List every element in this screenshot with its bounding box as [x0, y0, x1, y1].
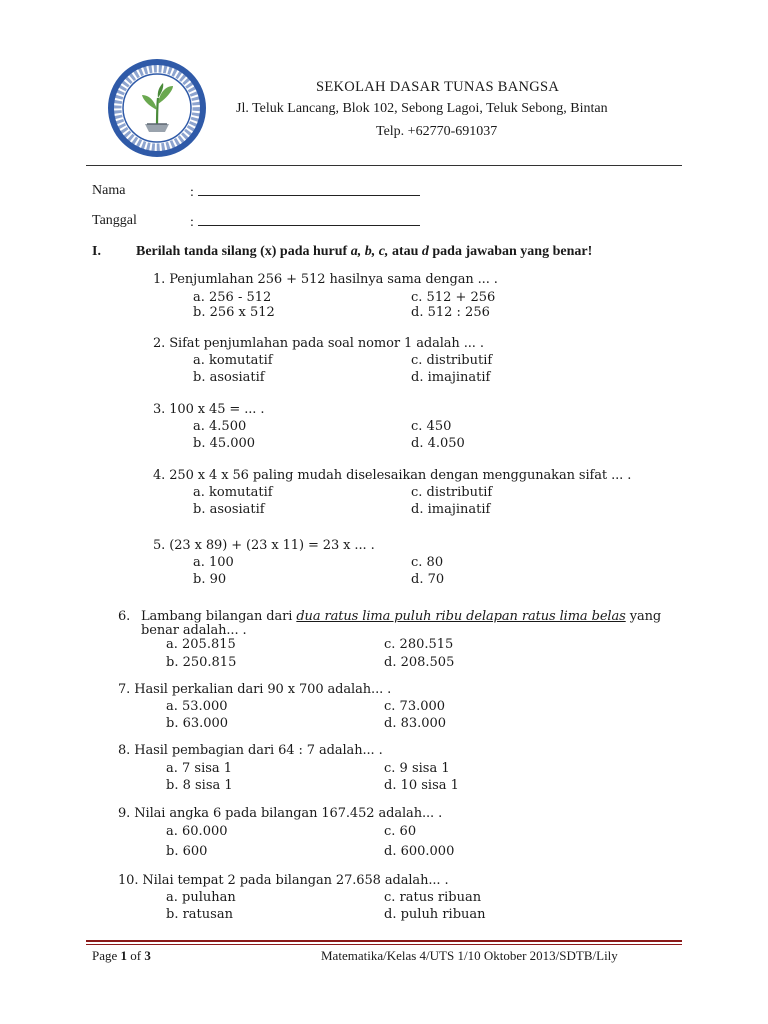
option-d[interactable]: d. puluh ribuan [384, 907, 486, 922]
option-d[interactable]: d. 512 : 256 [411, 305, 490, 320]
option-a[interactable]: a. 205.815 [166, 637, 236, 652]
option-a[interactable]: a. 7 sisa 1 [166, 761, 233, 776]
field-nama-input[interactable] [190, 183, 420, 201]
question-text [141, 609, 661, 624]
option-c[interactable]: c. 80 [411, 555, 444, 570]
school-logo [107, 58, 207, 158]
option-b[interactable]: b. 63.000 [166, 716, 229, 731]
q6-underlined: dua ratus lima puluh ribu delapan ratus lima belas [296, 609, 626, 624]
page-number: 1 [120, 948, 128, 963]
option-c[interactable]: c. 9 sisa 1 [384, 761, 450, 776]
q6-post: yang [625, 609, 662, 624]
footer-divider [86, 940, 682, 945]
footer-course-info: Matematika/Kelas 4/UTS 1/10 Oktober 2013/SDTB/Lily [321, 948, 618, 963]
option-c[interactable]: c. 280.515 [384, 637, 454, 652]
option-d[interactable]: d. 70 [411, 572, 445, 587]
field-tanggal-sep: : [190, 215, 194, 230]
instruction-d: d [421, 244, 429, 259]
page-indicator [92, 948, 151, 964]
instruction-post: pada jawaban yang benar! [428, 244, 593, 259]
option-d[interactable]: d. 83.000 [384, 716, 447, 731]
field-tanggal-input[interactable] [190, 213, 420, 231]
option-a[interactable]: a. komutatif [193, 485, 273, 500]
option-a[interactable]: a. 60.000 [166, 824, 228, 839]
option-d[interactable]: d. 10 sisa 1 [384, 778, 459, 793]
tanggal-blank-line[interactable] [198, 213, 420, 226]
option-c[interactable]: c. 450 [411, 419, 452, 434]
field-nama-label: Nama [92, 183, 126, 198]
option-a[interactable]: a. 100 [193, 555, 234, 570]
question-text: 9. Nilai angka 6 pada bilangan 167.452 adalah... . [118, 806, 443, 821]
question-text: 1. Penjumlahan 256 + 512 hasilnya sama dengan ... . [153, 272, 498, 287]
q6-pre: Lambang bilangan dari [141, 609, 297, 624]
option-b[interactable]: b. 600 [166, 844, 208, 859]
school-name: SEKOLAH DASAR TUNAS BANGSA [316, 79, 560, 95]
option-c[interactable]: c. distributif [411, 485, 493, 500]
option-c[interactable]: c. 60 [384, 824, 417, 839]
option-d[interactable]: d. imajinatif [411, 370, 491, 385]
option-b[interactable]: b. asosiatif [193, 502, 265, 517]
logo-seal-icon [107, 58, 207, 158]
option-c[interactable]: c. distributif [411, 353, 493, 368]
page-total: 3 [144, 948, 151, 963]
option-d[interactable]: d. 600.000 [384, 844, 455, 859]
option-b[interactable]: b. 90 [193, 572, 227, 587]
option-b[interactable]: b. 8 sisa 1 [166, 778, 233, 793]
option-d[interactable]: d. imajinatif [411, 502, 491, 517]
question-text: 4. 250 x 4 x 56 paling mudah diselesaikan dengan menggunakan sifat ... . [153, 468, 632, 483]
question-text: 10. Nilai tempat 2 pada bilangan 27.658 adalah... . [118, 873, 449, 888]
header-divider [86, 165, 682, 166]
question-text: 8. Hasil pembagian dari 64 : 7 adalah... . [118, 743, 383, 758]
page-mid: of [127, 948, 145, 963]
question-text-line2: benar adalah... . [141, 623, 247, 638]
school-address: Jl. Teluk Lancang, Blok 102, Sebong Lagoi, Teluk Sebong, Bintan [236, 101, 608, 116]
field-nama [92, 183, 125, 199]
question-text: 5. (23 x 89) + (23 x 11) = 23 x ... . [153, 538, 375, 553]
option-c[interactable]: c. 512 + 256 [411, 290, 496, 305]
option-b[interactable]: b. 250.815 [166, 655, 237, 670]
instruction-letters: a, b, c, [350, 244, 389, 259]
instruction-pre: Berilah tanda silang (x) pada huruf [136, 244, 351, 259]
question-text: 3. 100 x 45 = ... . [153, 402, 265, 417]
question-text: 2. Sifat penjumlahan pada soal nomor 1 adalah ... . [153, 336, 484, 351]
option-d[interactable]: d. 4.050 [411, 436, 465, 451]
option-a[interactable]: a. 256 - 512 [193, 290, 272, 305]
instruction-mid: atau [388, 244, 422, 259]
option-b[interactable]: b. asosiatif [193, 370, 265, 385]
option-a[interactable]: a. 4.500 [193, 419, 247, 434]
question-number: 6. [118, 609, 131, 624]
option-c[interactable]: c. 73.000 [384, 699, 446, 714]
question-text: 7. Hasil perkalian dari 90 x 700 adalah... . [118, 682, 392, 697]
field-tanggal [92, 213, 137, 229]
field-tanggal-label: Tanggal [92, 213, 137, 228]
nama-blank-line[interactable] [198, 183, 420, 196]
school-phone: Telp. +62770-691037 [376, 124, 498, 139]
option-b[interactable]: b. 256 x 512 [193, 305, 275, 320]
field-nama-sep: : [190, 185, 194, 200]
option-a[interactable]: a. puluhan [166, 890, 236, 905]
section-number: I. [92, 244, 101, 259]
option-c[interactable]: c. ratus ribuan [384, 890, 482, 905]
option-b[interactable]: b. 45.000 [193, 436, 256, 451]
page-prefix: Page [92, 948, 121, 963]
option-b[interactable]: b. ratusan [166, 907, 233, 922]
section-instruction [136, 244, 592, 260]
option-a[interactable]: a. 53.000 [166, 699, 228, 714]
option-a[interactable]: a. komutatif [193, 353, 273, 368]
option-d[interactable]: d. 208.505 [384, 655, 455, 670]
